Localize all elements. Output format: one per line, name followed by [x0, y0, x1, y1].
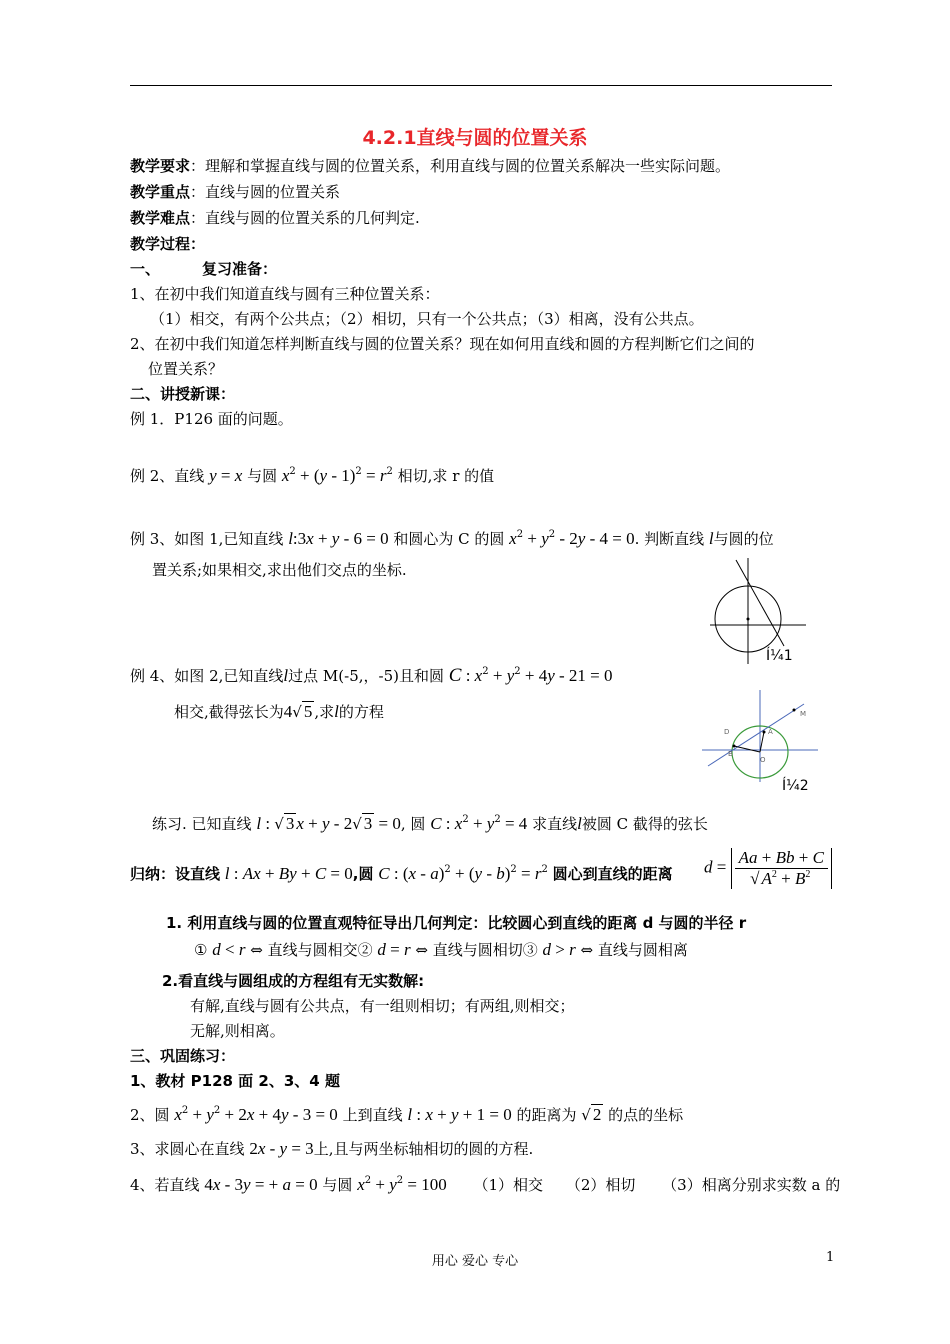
- method-2-line-2: 无解,则相离。: [190, 1022, 285, 1040]
- practice-text-b: , 圆: [400, 815, 426, 833]
- fig2-label-d: D: [724, 728, 730, 736]
- fig2-label-a: A: [768, 728, 773, 736]
- practice-text-a: 练习. 已知直线: [152, 815, 252, 833]
- practice-text-c: 求直线: [532, 815, 578, 833]
- method-2-title: 2.看直线与圆组成的方程组有无实数解:: [162, 972, 425, 990]
- figure-1: [706, 558, 810, 664]
- case-tangent: 直线与圆相切③: [432, 941, 538, 959]
- page-footer: 用心 爱心 专心: [431, 1254, 519, 1269]
- fig2-label-m: M: [800, 710, 807, 718]
- difficulty-text: ：直线与圆的位置关系的几何判定.: [190, 209, 420, 227]
- example-4-cont-b: ,求: [314, 703, 335, 721]
- item4-text-e: （3）相离分别求实数 a 的: [662, 1176, 841, 1194]
- item4-text-a: 4、若直线: [130, 1176, 200, 1194]
- summary-line: 归纳：设直线 l : Ax + By + C = 0,圆 C : $(x - a)^2 + (y - b)^2 = r^2$ 圆心到直线的距离: [130, 864, 673, 883]
- example-3: 例 3、如图 1,已知直线 l:3x + y - 6 = 0 和圆心为 C 的圆 $x^2 + y^2 - 2y - 4 = 0$. 判断直线 l与圆的位: [130, 529, 774, 548]
- example-1: 例 1．P126 面的问题。: [130, 410, 293, 428]
- summary-text-b: ,: [352, 865, 359, 883]
- example-4-text-a: 例 4、如图 2,已知直线: [130, 667, 284, 685]
- example-4-cont: 相交,截得弦长为4√ 5 ,求l的方程: [174, 702, 384, 721]
- method-1-cases: ① d < r ⇔ 直线与圆相交② d = r ⇔ 直线与圆相切③ d > r ⇔ 直线与圆相离: [194, 940, 688, 959]
- section2-heading: 二、讲授新课：: [130, 385, 236, 403]
- example-3-text-b: 和圆心为 C 的圆: [393, 530, 505, 548]
- example-4: 例 4、如图 2,已知直线l过点 M(-5,，-5)且和圆 C : $x^2 + y^2 + 4y - 21 = 0$: [130, 665, 613, 686]
- practice-text-d: 被圆 C 截得的弦长: [581, 815, 708, 833]
- item4-text-c: （1）相交: [473, 1176, 544, 1194]
- example-2: 例 2、直线 y = x 与圆 $x^2 + (y - 1)^2 = r^2$ 相切,求 r 的值: [130, 466, 495, 485]
- item4-text-b: 与圆: [322, 1176, 353, 1194]
- figure-1-label: Í¼1: [766, 648, 793, 664]
- formula-circle-1: x: [281, 466, 290, 485]
- fig2-label-b: B: [728, 750, 733, 758]
- summary-text-d: 圆心到直线的距离: [552, 865, 673, 883]
- fig2-point-a: [763, 731, 766, 734]
- figure-2-label: Í¼2: [782, 778, 809, 794]
- case-separate: 直线与圆相离: [597, 941, 688, 959]
- formula-circle-2: x: [509, 529, 517, 548]
- focus-text: ：直线与圆的位置关系: [190, 183, 341, 201]
- section1-heading: [130, 259, 277, 279]
- example-3-text-c: . 判断直线: [634, 530, 705, 548]
- summary-text-a: 归纳：设直线: [130, 865, 221, 883]
- item2-text-b: 上到直线: [342, 1106, 403, 1124]
- process-label: 教学过程：: [130, 235, 206, 253]
- practice-line: 练习. 已知直线 l : √ 3 x + y - 2√ 3 = 0, 圆 C : $x^2 + y^2 = 4$ 求直线l被圆 C 截得的弦长: [152, 814, 708, 833]
- requirements-text: ：理解和掌握直线与圆的位置关系，利用直线与圆的位置关系解决一些实际问题。: [190, 157, 731, 175]
- section1-number: 一、: [130, 260, 161, 278]
- example-2-text-c: 相切,求 r 的值: [397, 467, 495, 485]
- item3-text-b: 上,且与两坐标轴相切的圆的方程.: [313, 1140, 534, 1158]
- header-rule: [130, 85, 832, 86]
- review-item-2-cont: 位置关系？: [148, 360, 224, 378]
- section1-title: 复习准备：: [202, 260, 278, 278]
- review-item-1: 1、在初中我们知道直线与圆有三种位置关系：: [130, 285, 440, 303]
- focus-line: [130, 182, 340, 202]
- difficulty-line: [130, 208, 420, 228]
- page-title: 4.2.1直线与圆的位置关系: [362, 127, 588, 149]
- item2-text-d: 的点的坐标: [608, 1106, 684, 1124]
- distance-formula: d = $\frac{Aa + Bb + C}{√ A^2 + B^2}$: [704, 848, 832, 889]
- requirements-line: [130, 156, 730, 176]
- requirements-label: 教学要求: [130, 157, 191, 175]
- example-2-text-a: 例 2、直线: [130, 467, 205, 485]
- review-item-1-sub: （1）相交，有两个公共点；（2）相切，只有一个公共点；（3）相离，没有公共点。: [150, 310, 704, 328]
- fig2-radius: [760, 732, 764, 752]
- fig1-center: [747, 618, 750, 621]
- formula-line-l1: l: [288, 529, 293, 548]
- item2-text-a: 2、圆: [130, 1106, 170, 1124]
- figure-2: [702, 690, 818, 782]
- item2-text-c: 的距离为: [516, 1106, 577, 1124]
- example-4-text-b: 过点 M(-5,，-5)且和圆: [288, 667, 444, 685]
- example-3-text-a: 例 3、如图 1,已知直线: [130, 530, 284, 548]
- consolidate-item-3: 3、求圆心在直线 2x - y = 3上,且与两坐标轴相切的圆的方程.: [130, 1139, 534, 1158]
- fig2-radius-2: [734, 746, 760, 752]
- summary-text-c: 圆: [358, 865, 374, 883]
- fig2-label-o: O: [760, 756, 766, 764]
- fig2-point-m: [793, 709, 796, 712]
- example-2-text-b: 与圆: [247, 467, 278, 485]
- method-2-line-1: 有解,直线与圆有公共点，有一组则相切；有两组,则相交；: [190, 997, 575, 1015]
- example-4-cont-a: 相交,截得弦长为: [174, 703, 284, 721]
- focus-label: 教学重点: [130, 183, 191, 201]
- consolidate-item-2: 2、圆 $x^2 + y^2 + 2x + 4y - 3 = 0$ 上到直线 l : x + y + 1 = 0 的距离为 √ 2 的点的坐标: [130, 1105, 684, 1124]
- circle-one: ①: [194, 941, 208, 959]
- section3-heading: 三、巩固练习：: [130, 1047, 236, 1065]
- example-3-cont: 置关系;如果相交,求出他们交点的坐标.: [152, 561, 407, 579]
- review-item-2: 2、在初中我们知道怎样判断直线与圆的位置关系？现在如何用直线和圆的方程判断它们之间的: [130, 335, 755, 353]
- method-1-title: 1. 利用直线与圆的位置直观特征导出几何判定：比较圆心到直线的距离 d 与圆的半径 r: [166, 914, 747, 932]
- page-number: 1: [826, 1250, 835, 1265]
- difficulty-label: 教学难点: [130, 209, 191, 227]
- example-4-cont-c: 的方程: [338, 703, 384, 721]
- item4-text-d: （2）相切: [565, 1176, 636, 1194]
- example-3-text-d: 与圆的位: [713, 530, 774, 548]
- case-intersect: 直线与圆相交②: [267, 941, 373, 959]
- item3-text-a: 3、求圆心在直线: [130, 1140, 245, 1158]
- consolidate-item-1: 1、教材 P128 面 2、3、4 题: [130, 1072, 340, 1090]
- fig2-point-b: [733, 745, 736, 748]
- consolidate-item-4: 4、若直线 4x - 3y = + a = 0 与圆 $x^2 + y^2 = 100$ （1）相交 （2）相切 （3）相离分别求实数 a 的: [130, 1175, 841, 1194]
- formula-line-yx: y: [209, 466, 217, 485]
- fig2-line: [708, 704, 807, 766]
